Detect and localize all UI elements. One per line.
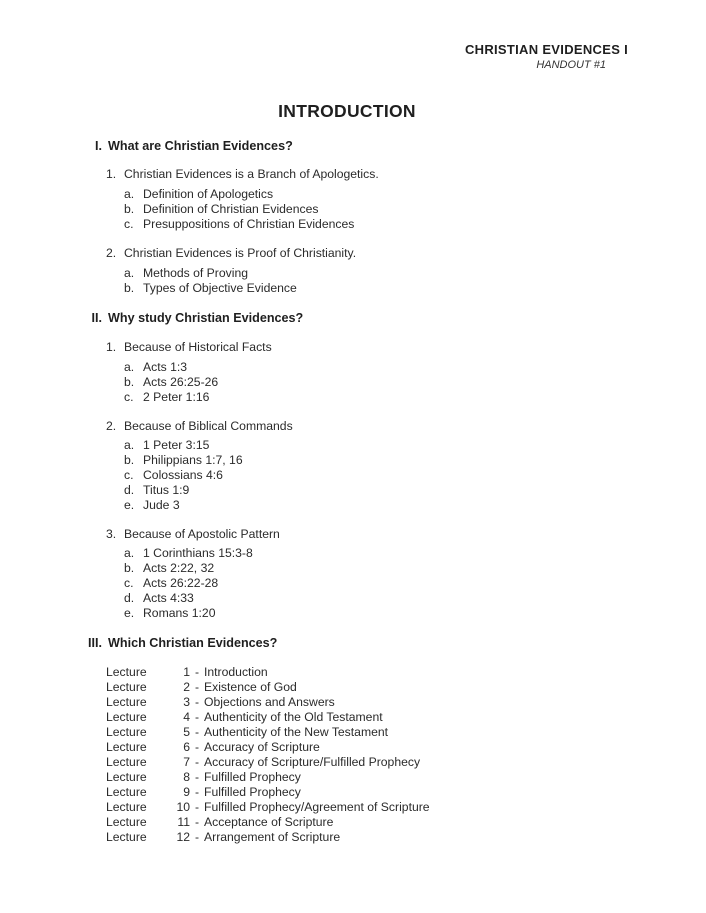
section-heading: I. What are Christian Evidences?: [95, 139, 293, 153]
section-heading: II. Why study Christian Evidences?: [91, 311, 304, 325]
outline-subpoint: d. Titus 1:9: [124, 483, 190, 497]
outline-subpoint: b. Types of Objective Evidence: [124, 281, 297, 295]
lecture-item: Lecture 1 - Introduction: [106, 665, 268, 679]
lecture-item: Lecture 10 - Fulfilled Prophecy/Agreement of Scripture: [106, 800, 430, 814]
outline-subpoint: a. Methods of Proving: [124, 266, 249, 280]
outline-point: 2. Christian Evidences is Proof of Christianity.: [106, 246, 357, 260]
lecture-item: Lecture 8 - Fulfilled Prophecy: [106, 770, 301, 784]
outline-subpoint: a. 1 Corinthians 15:3-8: [124, 546, 253, 560]
outline-subpoint: a. Definition of Apologetics: [124, 187, 274, 201]
outline-point: 3. Because of Apostolic Pattern: [106, 527, 280, 541]
course-title: CHRISTIAN EVIDENCES I: [464, 42, 628, 57]
outline-subpoint: c. Presuppositions of Christian Evidences: [124, 217, 355, 231]
lecture-item: Lecture 4 - Authenticity of the Old Testament: [106, 710, 383, 724]
outline-subpoint: e. Jude 3: [124, 498, 180, 512]
lecture-item: Lecture 9 - Fulfilled Prophecy: [106, 785, 301, 799]
outline-subpoint: a. 1 Peter 3:15: [124, 438, 210, 452]
outline-point: 1. Christian Evidences is a Branch of Apologetics.: [106, 167, 379, 181]
outline-subpoint: c. Colossians 4:6: [124, 468, 223, 482]
lecture-item: Lecture 7 - Accuracy of Scripture/Fulfilled Prophecy: [106, 755, 421, 769]
lecture-item: Lecture 5 - Authenticity of the New Testament: [106, 725, 389, 739]
outline-point: 1. Because of Historical Facts: [106, 340, 272, 354]
lecture-item: Lecture 2 - Existence of God: [106, 680, 297, 694]
outline-subpoint: b. Philippians 1:7, 16: [124, 453, 243, 467]
lecture-item: Lecture 11 - Acceptance of Scripture: [106, 815, 334, 829]
lecture-item: Lecture 12 - Arrangement of Scripture: [106, 830, 341, 844]
lecture-item: Lecture 3 - Objections and Answers: [106, 695, 335, 709]
handout-number: HANDOUT #1: [536, 59, 606, 71]
outline-subpoint: a. Acts 1:3: [124, 360, 188, 374]
outline-point: 2. Because of Biblical Commands: [106, 419, 293, 433]
section-heading: III. Which Christian Evidences?: [88, 636, 278, 650]
outline-subpoint: c. 2 Peter 1:16: [124, 390, 210, 404]
page-title: INTRODUCTION: [278, 101, 416, 121]
outline-subpoint: c. Acts 26:22-28: [124, 576, 219, 590]
outline-subpoint: b. Acts 26:25-26: [124, 375, 219, 389]
lecture-item: Lecture 6 - Accuracy of Scripture: [106, 740, 320, 754]
outline-subpoint: b. Acts 2:22, 32: [124, 561, 215, 575]
outline-subpoint: d. Acts 4:33: [124, 591, 194, 605]
outline-subpoint: b. Definition of Christian Evidences: [124, 202, 319, 216]
outline-subpoint: e. Romans 1:20: [124, 606, 216, 620]
